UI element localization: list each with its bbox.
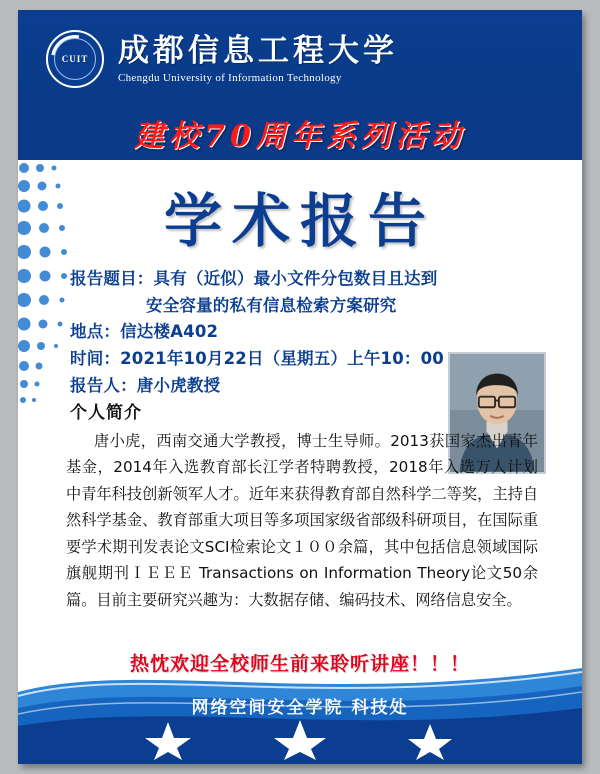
- organizing-departments: 网络空间安全学院 科技处: [191, 698, 409, 718]
- university-identity: [46, 30, 398, 88]
- bio-paragraph: [66, 428, 538, 613]
- time-line: 时间：2021年10月22日（星期五）上午10：00: [70, 349, 444, 369]
- university-name-en: Chengdu University of Information Technology: [118, 72, 342, 85]
- topic-line-1: 报告题目：具有（近似）最小文件分包数目且达到: [70, 269, 438, 288]
- logo-initials: CUIT: [61, 54, 89, 64]
- page-title: 学术报告: [163, 187, 436, 255]
- welcome-message: 热忱欢迎全校师生前来聆听讲座！！！: [129, 653, 470, 675]
- anniversary-banner: [18, 106, 582, 160]
- poster-body: [18, 160, 582, 764]
- university-name-cn: 成都信息工程大学: [118, 32, 398, 69]
- university-names: [118, 34, 398, 84]
- poster: [18, 10, 582, 764]
- topic-line-2: 安全容量的私有信息检索方案研究: [146, 295, 397, 315]
- bio-paragraph-text: 唐小虎，西南交通大学教授，博士生导师。2013获国家杰出青年基金，2014年入选教育部长江学者特聘教授，2018年入选万人计划中青年科技创新领军人才。近年来获得教育部自然科学二等奖，主持自然科学基金、教育部重大项目等多项国家级省部级科研项目，在国际重要学术期刊发表论文SCI检索论文１００余篇，其中包括信息领域国际旗舰期刊ＩＥＥＥ Transactions on Information Theory论文50余篇。目前主要研究兴趣为：大数据存储、编码技术、网络信息安全。: [66, 432, 538, 609]
- speaker-line: 报告人：唐小虎教授: [70, 375, 221, 395]
- university-logo-icon: [46, 30, 104, 88]
- poster-header: [18, 10, 582, 106]
- star-decorations: [18, 718, 582, 760]
- location-line: 地点：信达楼A402: [70, 322, 219, 342]
- bio-heading: 个人简介: [70, 403, 142, 423]
- anniversary-banner-text: 建校70周年系列活动: [134, 119, 466, 154]
